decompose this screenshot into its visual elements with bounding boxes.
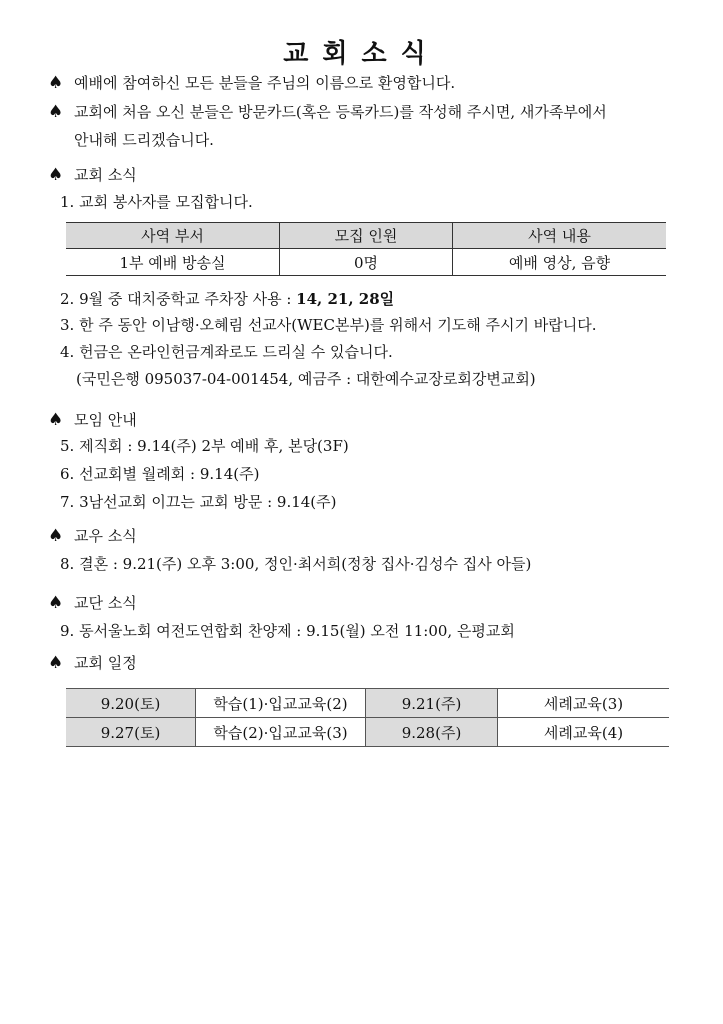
table-cell: 예배 영상, 음향 [453,249,667,276]
spade-icon: ♠ [48,165,64,185]
spade-icon: ♠ [48,653,64,673]
table-row [66,249,666,276]
table-row [66,689,669,718]
page-title: 교회소식 [283,39,440,69]
section-heading-members: 교우 소식 [74,527,137,545]
table-row [66,718,669,747]
news-item-2-dates: 14, 21, 28일 [296,290,395,308]
spade-icon: ♠ [48,102,64,122]
welcome-text: 예배에 참여하신 모든 분들을 주님의 이름으로 환영합니다. [74,74,456,92]
schedule-event: 학습(1)·입교교육(2) [196,689,366,718]
section-heading-news: 교회 소식 [74,166,137,184]
meeting-item-5: 5. 제직회 : 9.14(주) 2부 예배 후, 본당(3F) [60,437,349,455]
newcomer-text-continued: 안내해 드리겠습니다. [74,131,214,149]
section-heading-schedule: 교회 일정 [74,654,137,672]
spade-icon: ♠ [48,593,64,613]
news-item-2 [60,288,394,310]
schedule-table [66,688,669,747]
schedule-event: 세례교육(3) [498,689,670,718]
table-cell: 0명 [280,249,453,276]
table-header: 사역 부서 [66,223,280,249]
schedule-date: 9.21(주) [366,689,498,718]
schedule-date: 9.27(토) [66,718,196,747]
table-header: 모집 인원 [280,223,453,249]
schedule-event: 세례교육(4) [498,718,670,747]
news-item-4: 4. 헌금은 온라인헌금계좌로도 드리실 수 있습니다. [60,343,393,361]
spade-icon: ♠ [48,410,64,430]
meeting-item-6: 6. 선교회별 월례회 : 9.14(주) [60,465,260,483]
schedule-date: 9.20(토) [66,689,196,718]
bank-account-info: (국민은행 095037-04-001454, 예금주 : 대한예수교장로회강변교회) [76,370,536,388]
schedule-date: 9.28(주) [366,718,498,747]
section-heading-denomination: 교단 소식 [74,594,137,612]
news-item-2-text: 2. 9월 중 대치중학교 주차장 사용 : [60,290,297,308]
newcomer-text: 교회에 처음 오신 분들은 방문카드(혹은 등록카드)를 작성해 주시면, 새가족부에서 [74,103,607,121]
denomination-item-9: 9. 동서울노회 여전도연합회 찬양제 : 9.15(월) 오전 11:00, 은평교회 [60,622,515,640]
news-item-3: 3. 한 주 동안 이남행·오혜림 선교사(WEC본부)를 위해서 기도해 주시기 바랍니다. [60,316,597,334]
spade-icon: ♠ [48,526,64,546]
spade-icon: ♠ [48,73,64,93]
section-heading-meetings: 모임 안내 [74,411,137,429]
volunteer-table [66,222,666,276]
table-header: 사역 내용 [453,223,667,249]
news-item-1: 1. 교회 봉사자를 모집합니다. [60,193,253,211]
table-cell: 1부 예배 방송실 [66,249,280,276]
member-item-8: 8. 결혼 : 9.21(주) 오후 3:00, 정인·최서희(정창 집사·김성수 집사 아들) [60,555,532,573]
schedule-event: 학습(2)·입교교육(3) [196,718,366,747]
meeting-item-7: 7. 3남선교회 이끄는 교회 방문 : 9.14(주) [60,493,337,511]
